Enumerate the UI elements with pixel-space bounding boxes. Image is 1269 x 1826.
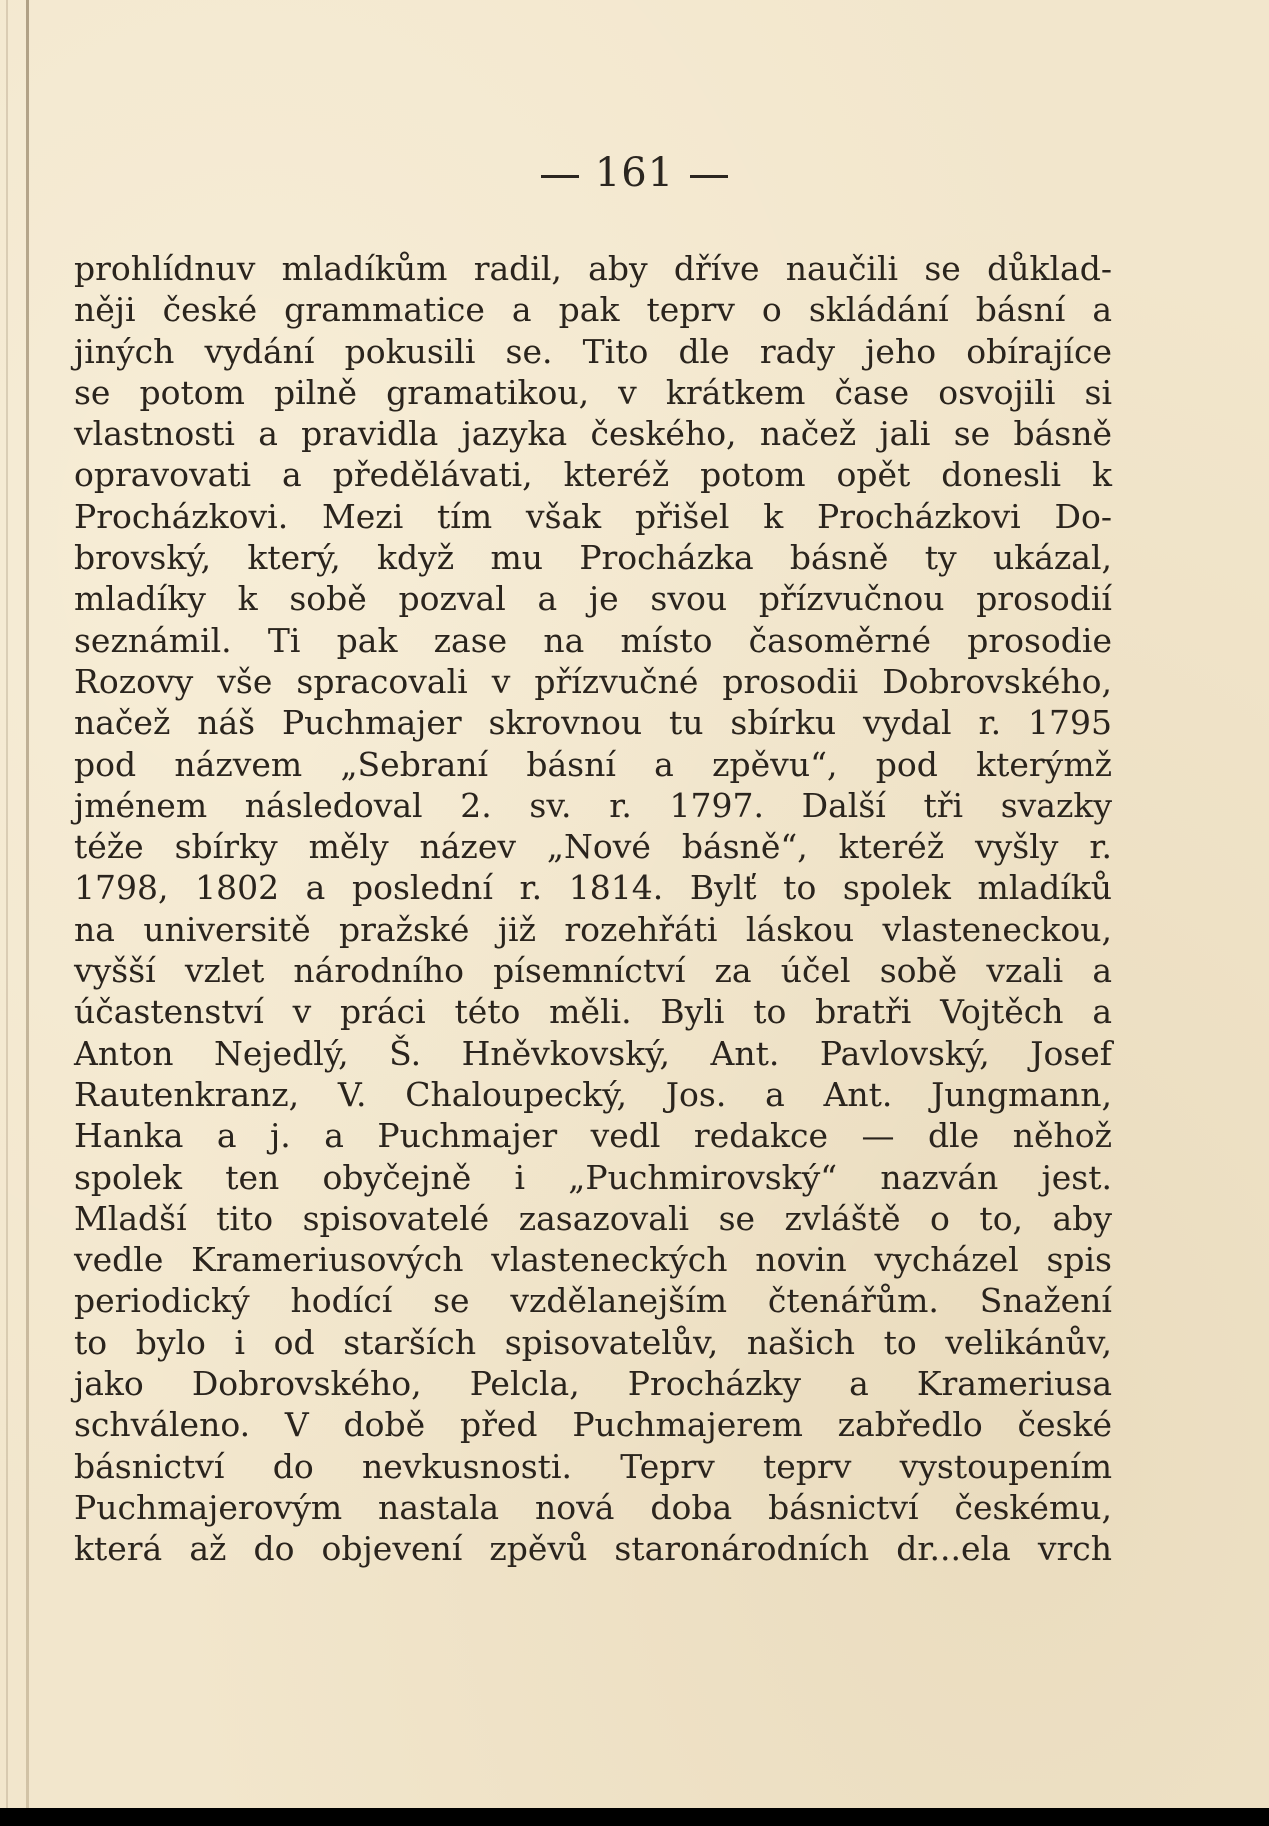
text-line: prohlídnuv mladíkům radil, aby dříve naučili se důklad- (74, 249, 1112, 288)
scan-bottom-border (0, 1808, 1269, 1826)
text-line: opravovati a předělávati, kteréž potom opět donesli k (74, 455, 1112, 495)
text-line: něji české grammatice a pak teprv o skládání básní a (74, 290, 1112, 330)
text-line: pod názvem „Sebraní básní a zpěvu“, pod kterýmž (74, 744, 1112, 784)
header-dash-right (690, 175, 728, 178)
text-line: Rozovy vše spracovali v přízvučné prosodii Dobrovského, (74, 661, 1112, 701)
header-dash-left (541, 175, 579, 178)
text-line: brovský, který, když mu Procházka básně ty ukázal, (74, 538, 1112, 578)
text-line: na universitě pražské již rozehřáti láskou vlasteneckou, (74, 909, 1112, 949)
text-line: jiných vydání pokusili se. Tito dle rady jeho obírajíce (74, 331, 1112, 371)
text-line: Anton Nejedlý, Š. Hněvkovský, Ant. Pavlovský, Josef (74, 1033, 1112, 1073)
text-line: téže sbírky měly název „Nové básně“, kteréž vyšly r. (74, 827, 1112, 867)
text-line: básnictví do nevkusnosti. Teprv teprv vystoupením (74, 1446, 1112, 1486)
text-line: Rautenkranz, V. Chaloupecký, Jos. a Ant. Jungmann, (74, 1074, 1112, 1114)
page-header (0, 150, 1269, 196)
text-line: Procházkovi. Mezi tím však přišel k Procházkovi Do- (74, 496, 1112, 536)
text-line: vlastnosti a pravidla jazyka českého, načež jali se básně (74, 414, 1112, 454)
text-line: Hanka a j. a Puchmajer vedl redakce — dle něhož (74, 1116, 1112, 1156)
text-line: to bylo i od starších spisovatelův, našich to velikánův, (74, 1322, 1112, 1362)
text-line: jménem následoval 2. sv. r. 1797. Další tři svazky (74, 785, 1112, 825)
page-edge-shadow (6, 0, 8, 1808)
text-line: Mladší tito spisovatelé zasazovali se zvláště o to, aby (74, 1198, 1112, 1238)
text-line: periodický hodící se vzdělanejším čtenářům. Snažení (74, 1281, 1112, 1321)
text-line: načež náš Puchmajer skrovnou tu sbírku vydal r. 1795 (74, 703, 1112, 743)
text-line: která až do objevení zpěvů staronárodních dr...ela vrch (74, 1529, 1112, 1569)
text-line: účastenství v práci této měli. Byli to bratři Vojtěch a (74, 992, 1112, 1032)
page-number: 161 (594, 150, 675, 196)
text-line: mladíky k sobě pozval a je svou přízvučnou prosodií (74, 579, 1112, 619)
text-line: schváleno. V době před Puchmajerem zabředlo české (74, 1405, 1112, 1445)
text-line: spolek ten obyčejně i „Puchmirovský“ nazván jest. (74, 1157, 1112, 1197)
text-line: Puchmajerovým nastala nová doba básnictví českému, (74, 1487, 1112, 1527)
body-text (74, 248, 1112, 1570)
text-line: vyšší vzlet národního písemníctví za účel sobě vzali a (74, 951, 1112, 991)
text-line: se potom pilně gramatikou, v krátkem čase osvojili si (74, 372, 1112, 412)
page-binding-edge (26, 0, 29, 1808)
text-line: jako Dobrovského, Pelcla, Procházky a Krameriusa (74, 1364, 1112, 1404)
text-line: seznámil. Ti pak zase na místo časoměrné prosodie (74, 620, 1112, 660)
text-line: vedle Krameriusových vlasteneckých novin vycházel spis (74, 1240, 1112, 1280)
text-line: 1798, 1802 a poslední r. 1814. Bylť to spolek mladíků (74, 868, 1112, 908)
